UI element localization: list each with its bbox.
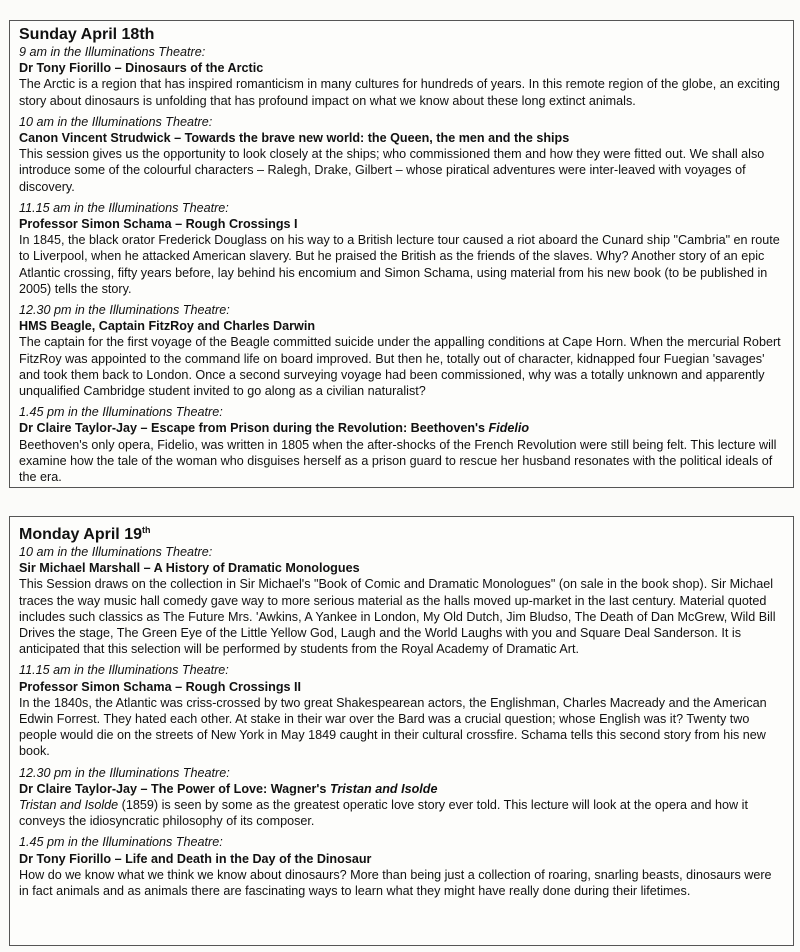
session-heading: Dr Tony Fiorillo – Life and Death in the Day of the Dinosaur [19, 851, 372, 866]
session [19, 662, 783, 759]
session-heading: Professor Simon Schama – Rough Crossings I [19, 217, 298, 232]
session-time: 10 am in the Illuminations Theatre: [19, 545, 213, 559]
session [19, 404, 783, 485]
session-time: 1.45 pm in the Illuminations Theatre: [19, 835, 223, 850]
session-time: 12.30 pm in the Illuminations Theatre: [19, 765, 230, 780]
session-description [19, 797, 783, 829]
session-time: 9 am in the Illuminations Theatre: [19, 45, 206, 59]
session-time: 1.45 pm in the Illuminations Theatre: [19, 405, 223, 420]
session-heading: HMS Beagle, Captain FitzRoy and Charles Darwin [19, 319, 316, 334]
day-title-text: Monday April 19 [19, 526, 142, 543]
day-section-sunday [9, 20, 794, 488]
day-title [19, 521, 783, 544]
session-description: In the 1840s, the Atlantic was criss-crossed by two great Shakespearean actors, the Englishman, Charles Macready and the American Edwin Forrest. They hated each other. At stake in their war over the Bard was a crucial question; whose English was it? Twenty two people would die on the streets of New York in May 1849 caught in their cultural crossfire. Schama tells this second story from his new book. [19, 695, 767, 759]
day-section-monday [9, 516, 794, 946]
session-heading [19, 420, 783, 436]
session-time: 10 am in the Illuminations Theatre: [19, 114, 213, 129]
session-heading [19, 781, 783, 797]
session-heading-text: Dr Claire Taylor-Jay – Escape from Prison during the Revolution: Beethoven's [19, 421, 489, 436]
session [19, 834, 783, 899]
session-time: 11.15 am in the Illuminations Theatre: [19, 663, 229, 678]
session-time: 12.30 pm in the Illuminations Theatre: [19, 303, 230, 318]
session-description: This Session draws on the collection in Sir Michael's "Book of Comic and Dramatic Monologues" (on sale in the book shop). Sir Michael traces the way music hall comedy gave way to more serious material as the halls moved up-market in the last century. Material quoted includes such classics as The Future Mrs. 'Awkins, A Yankee in London, My Old Dutch, Jim Bludso, The Death of Dan McGrew, Wild Bill Drives the stage, The Green Eye of the Little Yellow God, Laugh and the World Laughs with you and Square Deal Sanderson. It is anticipated that this selection will be performed by students from the Royal Academy of Dramatic Art. [19, 577, 776, 657]
session-heading: Professor Simon Schama – Rough Crossings II [19, 679, 302, 694]
session-description-italic: Tristan and Isolde [19, 798, 119, 813]
session-description: The Arctic is a region that has inspired romanticism in many cultures for hundreds of years. In this remote region of the globe, an exciting story about dinosaurs is unfolding that has profound impact on what we know about these long extinct animals. [19, 77, 780, 108]
session [19, 765, 783, 830]
session-heading-italic: Tristan and Isolde [329, 781, 438, 796]
session-time: 11.15 am in the Illuminations Theatre: [19, 200, 229, 215]
session-heading: Sir Michael Marshall – A History of Dramatic Monologues [19, 561, 360, 576]
day-title: Sunday April 18th [19, 26, 155, 43]
session [19, 200, 783, 297]
session-description: In 1845, the black orator Frederick Douglass on his way to a British lecture tour caused a riot aboard the Cunard ship "Cambria" en route to Liverpool, when he attacked American slavery. But he praised the British as the friends of the slaves. Why? Another story of an epic Atlantic crossing, fifty years before, lay behind his encomium and Simon Schama, using material from his new book (to be published in 2005) tells the story. [19, 233, 780, 296]
day-title-suffix: th [141, 525, 151, 535]
session [19, 544, 783, 657]
session-description: Beethoven's only opera, Fidelio, was written in 1805 when the after-shocks of the French Revolution were still being felt. This lecture will examine how the tale of the woman who disguises herself as a prison guard to rescue her husband resonates with the political ideals of the era. [19, 437, 777, 485]
session-description-text: (1859) is seen by some as the greatest operatic love story ever told. This lecture will look at the opera and how it conveys the idiosyncratic philosophy of its composer. [19, 798, 748, 829]
session-description: This session gives us the opportunity to look closely at the ships; who commissioned them and how they were fitted out. We shall also introduce some of the colourful characters – Ralegh, Drake, Gilbert – whose piratical adventures were inter-leaved with voyages of discovery. [19, 147, 765, 194]
session-heading: Dr Tony Fiorillo – Dinosaurs of the Arctic [19, 61, 264, 76]
session-description: How do we know what we think we know about dinosaurs? More than being just a collection of roaring, snarling beasts, dinosaurs were in fact animals and as animals there are fascinating ways to learn what they might have really done during their lifetimes. [19, 867, 772, 899]
session-heading-text: Dr Claire Taylor-Jay – The Power of Love: Wagner's [19, 781, 330, 796]
session-heading-italic: Fidelio [488, 421, 530, 436]
session [19, 302, 783, 399]
session [19, 114, 783, 195]
session-description: The captain for the first voyage of the Beagle committed suicide under the appalling conditions at Cape Horn. When the mercurial Robert FitzRoy was appointed to the command life on board improved. But then he, totally out of character, kidnapped four Fuegian 'savages' and took them back to London. Once a second surveying voyage had been commissioned, why was a totally unknown and apparently unqualified Cambridge student invited to go along as a civilian naturalist? [19, 335, 781, 399]
session [19, 44, 783, 109]
session-heading: Canon Vincent Strudwick – Towards the brave new world: the Queen, the men and the ships [19, 131, 570, 146]
